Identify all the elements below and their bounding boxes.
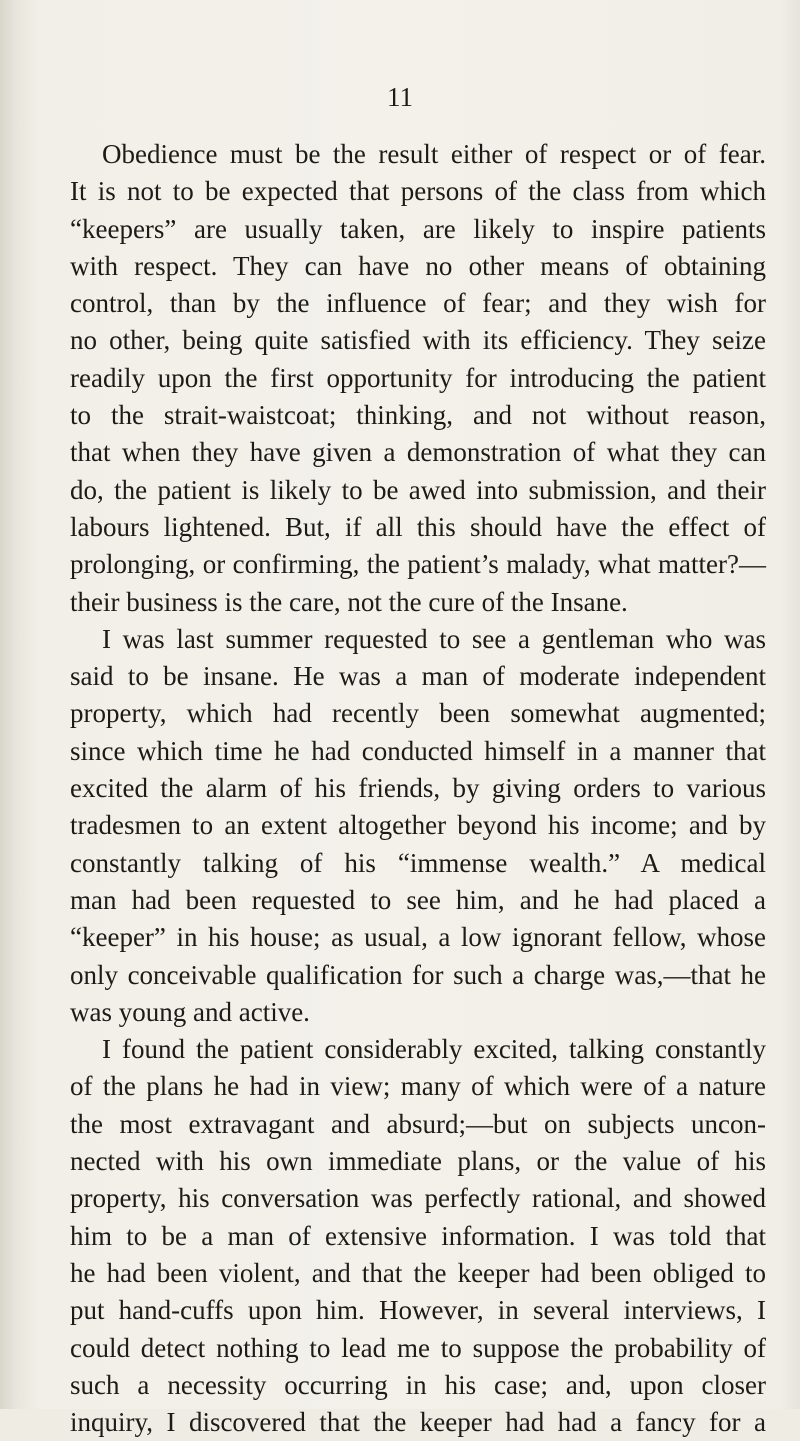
text-line: with respect. They can have no other means of obtaining (70, 250, 766, 281)
text-line: constantly talking of his “immense wealth.” A medical (70, 847, 766, 878)
text-line: I was last summer requested to see a gentleman who was (102, 623, 766, 654)
text-line: labours lightened. But, if all this should have the effect of (70, 511, 766, 542)
text-line: “keeper” in his house; as usual, a low ignorant fellow, whose (70, 922, 766, 953)
text-line: property, which had recently been somewhat augmented; (70, 698, 766, 729)
text-line: man had been requested to see him, and he had placed a (70, 884, 766, 915)
text-line: to the strait-waistcoat; thinking, and not without reason, (70, 400, 766, 431)
body-text (70, 136, 766, 1441)
text-line: I found the patient considerably excited, talking constantly (102, 1034, 766, 1065)
text-line: was young and active. (70, 996, 310, 1027)
text-line: “keepers” are usually taken, are likely to inspire patients (70, 213, 766, 244)
text-line: only conceivable qualification for such a charge was,—that he (70, 959, 766, 990)
text-line: that when they have given a demonstration of what they can (70, 437, 766, 468)
text-line: excited the alarm of his friends, by giving orders to various (70, 773, 766, 804)
text-line: he had been violent, and that the keeper had been obliged to (70, 1257, 766, 1288)
text-line: since which time he had conducted himself in a manner that (70, 735, 766, 766)
text-line: nected with his own immediate plans, or the value of his (70, 1146, 766, 1177)
text-line: put hand-cuffs upon him. However, in several interviews, I (70, 1295, 766, 1326)
text-line: do, the patient is likely to be awed into submission, and their (70, 474, 766, 505)
text-line: control, than by the influence of fear; and they wish for (70, 288, 766, 319)
text-line: readily upon the first opportunity for introducing the patient (70, 362, 766, 393)
text-line: of the plans he had in view; many of which were of a nature (70, 1071, 766, 1102)
text-line: the most extravagant and absurd;—but on subjects uncon- (70, 1108, 766, 1139)
text-line: said to be insane. He was a man of moderate independent (70, 661, 766, 692)
text-line: could detect nothing to lead me to suppose the probability of (70, 1332, 766, 1363)
text-line: such a necessity occurring in his case; and, upon closer (70, 1369, 766, 1400)
page-number: 11 (387, 82, 413, 112)
text-line: Obedience must be the result either of respect or of fear. (102, 139, 766, 169)
text-line: no other, being quite satisfied with its efficiency. They seize (70, 325, 766, 356)
text-line: tradesmen to an extent altogether beyond his income; and by (70, 810, 766, 841)
text-line: their business is the care, not the cure of the Insane. (70, 586, 628, 617)
text-line: him to be a man of extensive information. I was told that (70, 1220, 766, 1251)
text-line: prolonging, or confirming, the patient’s malady, what matter?— (70, 549, 766, 580)
text-line: It is not to be expected that persons of the class from which (70, 176, 766, 207)
text-line: inquiry, I discovered that the keeper had had a fancy for a (70, 1407, 766, 1438)
text-line: property, his conversation was perfectly rational, and showed (70, 1183, 766, 1214)
